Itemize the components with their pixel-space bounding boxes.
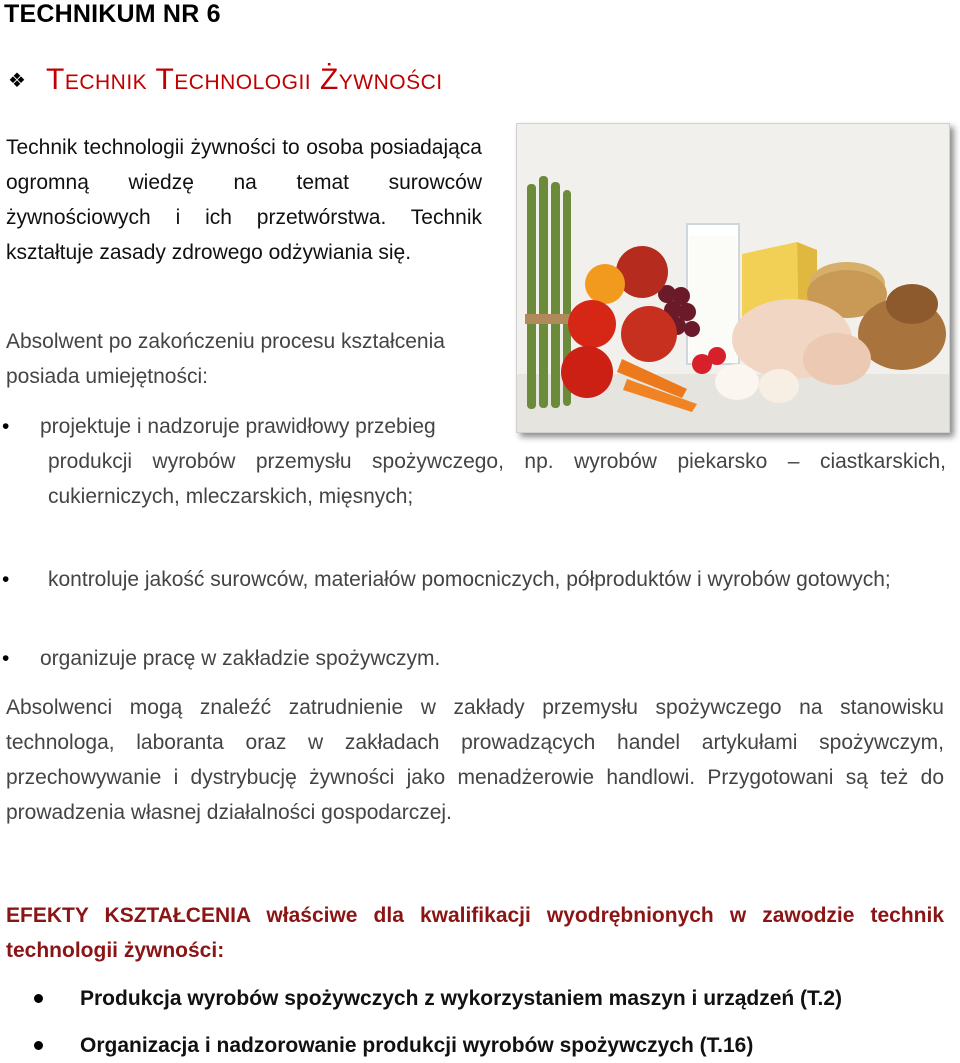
list-item-text: kontroluje jakość surowców, materiałów pomocniczych, półproduktów i wyrobów gotowych;: [48, 568, 891, 591]
intro-paragraph: Technik technologii żywności to osoba posiadająca ogromną wiedzę na temat surowców żywnościowych i ich przetwórstwa. Technik kształtuje zasady zdrowego odżywiania się.: [6, 136, 482, 264]
bullet-icon: •: [2, 568, 10, 591]
list-item-text: projektuje i nadzoruje prawidłowy przebieg: [40, 415, 436, 438]
qualification-text: Organizacja i nadzorowanie produkcji wyrobów spożywczych (T.16): [80, 1034, 754, 1057]
employment-paragraph: Absolwenci mogą znaleźć zatrudnienie w zakłady przemysłu spożywczego na stanowisku technologa, laboranta oraz w zakładach prowadzących handel artykułami spożywczym, przechowywanie i dystrybucję żywności jako menadżerowie handlowi. Przygotowani są też do prowadzenia własnej działalności gospodarczej.: [6, 696, 944, 824]
bullet-icon: •: [2, 647, 10, 670]
bullet-icon: •: [2, 415, 10, 438]
list-item: [2, 562, 946, 632]
qualification-text: Produkcja wyrobów spożywczych z wykorzystaniem maszyn i urządzeń (T.2): [80, 987, 843, 1010]
list-item: [2, 409, 946, 549]
program-heading: [8, 63, 443, 97]
list-item: [2, 641, 946, 676]
effects-heading: EFEKTY KSZTAŁCENIA właściwe dla kwalifikacji wyodrębnionych w zawodzie technik technologii żywności:: [6, 904, 944, 962]
qualification-item: [34, 1028, 934, 1063]
list-item-text: produkcji wyrobów przemysłu spożywczego, np. wyrobów piekarsko – ciastkarskich, cukierniczych, mleczarskich, mięsnych;: [48, 450, 946, 508]
food-photo: [516, 123, 950, 433]
bullet-icon: [34, 1041, 43, 1050]
skills-lead: Absolwent po zakończeniu procesu kształcenia posiada umiejętności:: [6, 330, 445, 388]
bullet-icon: [34, 994, 43, 1003]
diamond-bullet-icon: ❖: [8, 69, 26, 92]
food-illustration: [517, 124, 949, 432]
program-title: Technik Technologii Żywności: [46, 63, 443, 96]
list-item-text: organizuje pracę w zakładzie spożywczym.: [40, 647, 441, 670]
qualification-item: [34, 981, 934, 1016]
school-title: TECHNIKUM NR 6: [4, 0, 221, 28]
